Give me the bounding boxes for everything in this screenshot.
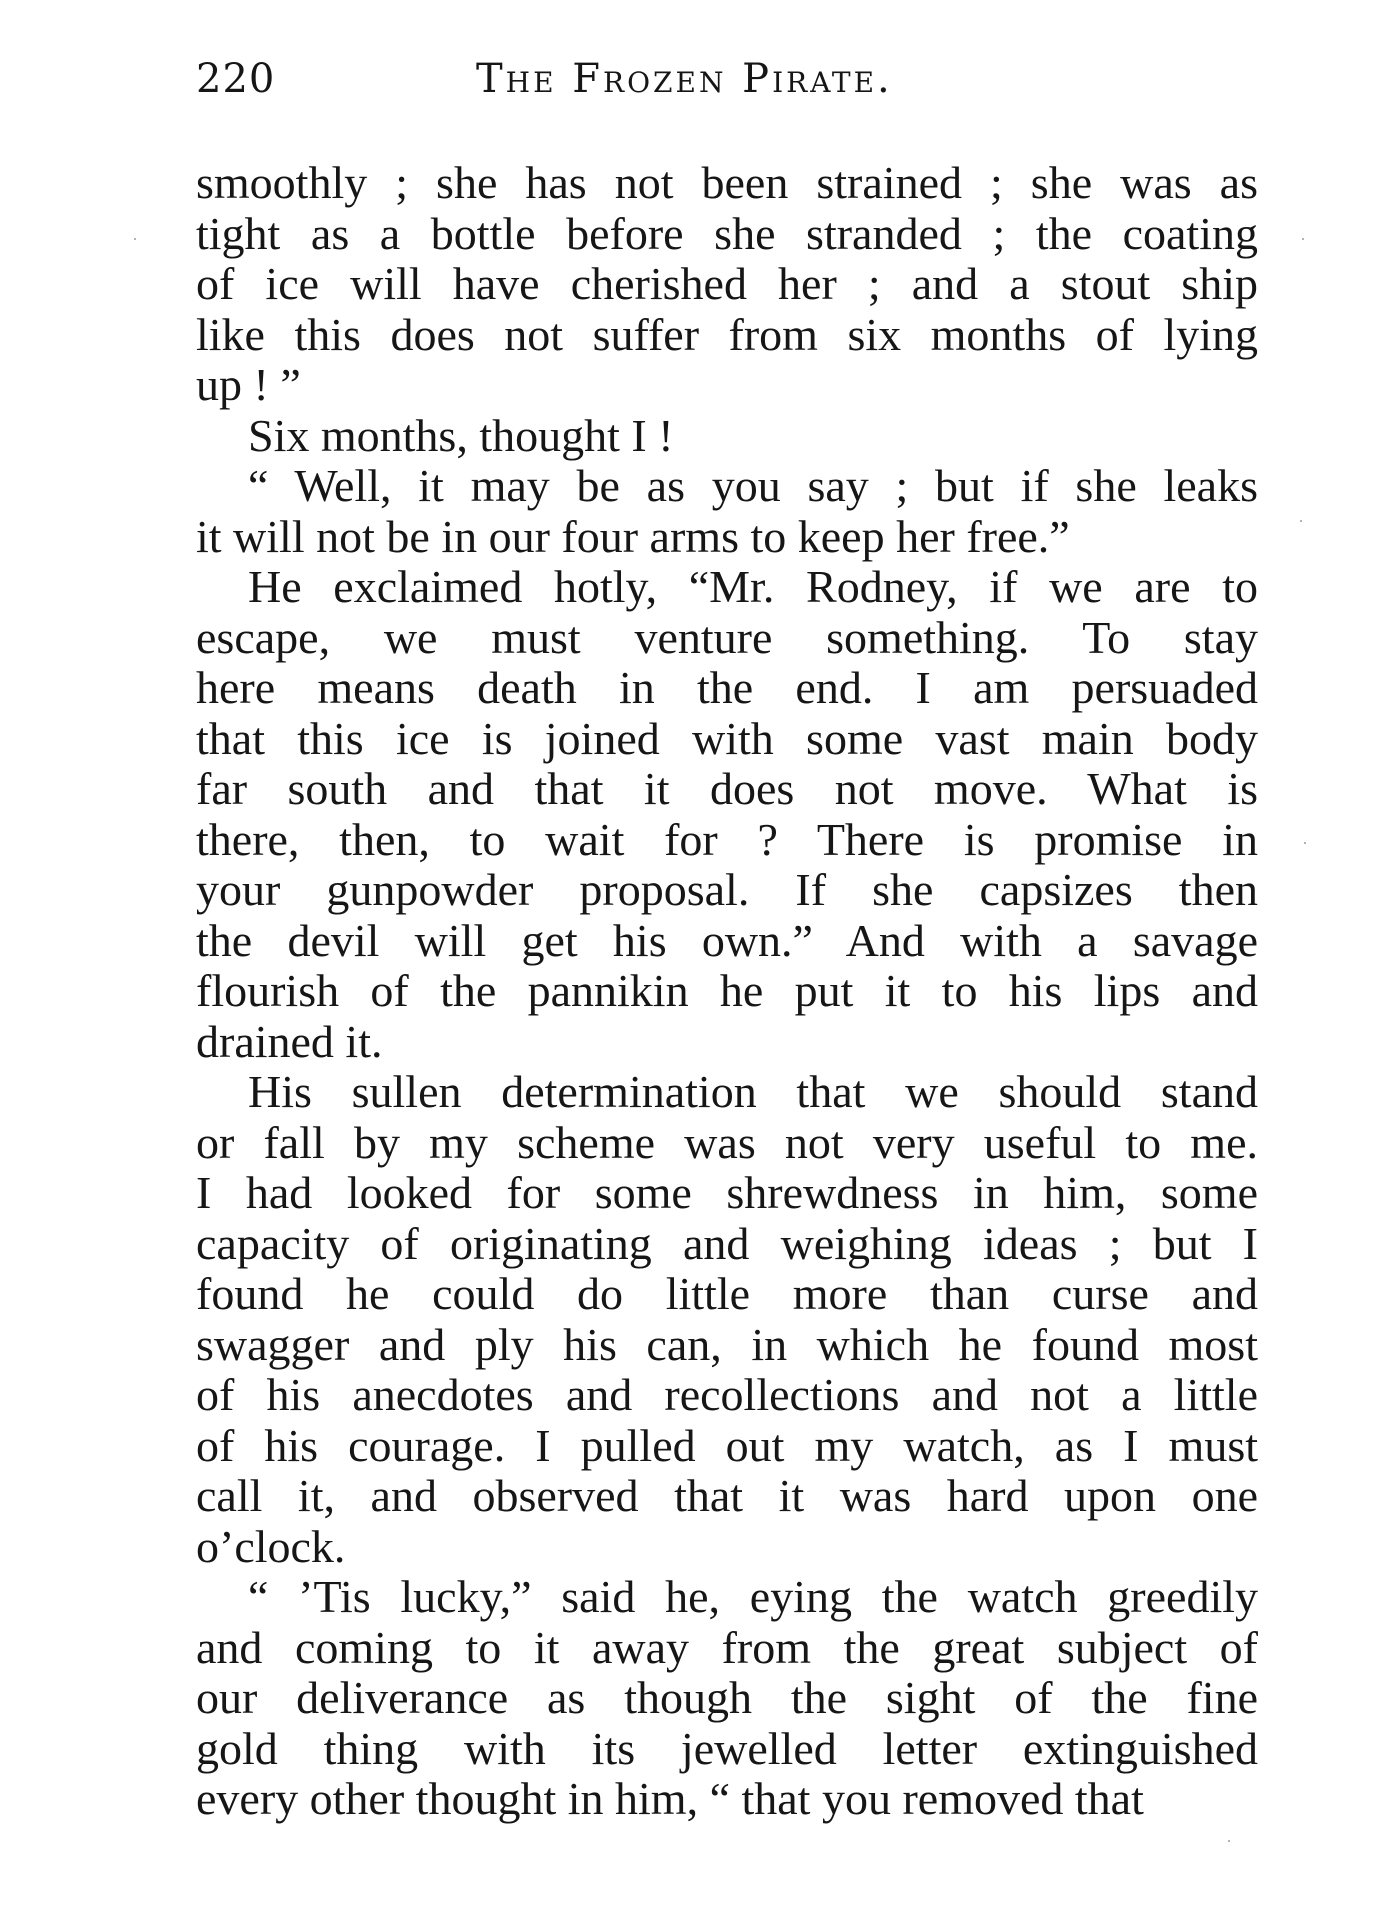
text-line: drained it.: [196, 1016, 383, 1067]
text-line: gold thing with its jewelled letter extinguished: [196, 1723, 1258, 1774]
text-line: here means death in the end. I am persuaded: [196, 663, 1258, 713]
scan-speck: [1302, 238, 1304, 240]
text-line: “ Well, it may be as you say ; but if she leaks: [248, 461, 1258, 511]
paragraph: [196, 158, 1258, 411]
scan-speck: [1300, 520, 1302, 522]
body-text: [196, 158, 1258, 1825]
text-line: of his anecdotes and recollections and not a little: [196, 1370, 1258, 1420]
text-line: your gunpowder proposal. If she capsizes then: [196, 865, 1258, 915]
text-line: smoothly ; she has not been strained ; she was as: [196, 158, 1258, 208]
text-line: there, then, to wait for ? There is promise in: [196, 814, 1258, 865]
text-line: that this ice is joined with some vast main body: [196, 713, 1258, 764]
text-line: found he could do little more than curse and: [196, 1269, 1258, 1319]
text-line: flourish of the pannikin he put it to his lips and: [196, 966, 1258, 1016]
page-header: [196, 56, 1256, 116]
text-line: “ ’Tis lucky,” said he, eying the watch greedily: [248, 1572, 1258, 1622]
page-number: 220: [196, 56, 276, 102]
text-line: Six months, thought I !: [248, 410, 674, 461]
running-title: The Frozen Pirate.: [476, 56, 893, 102]
text-line: tight as a bottle before she stranded ; the coating: [196, 208, 1258, 259]
text-line: I had looked for some shrewdness in him, some: [196, 1168, 1258, 1218]
scan-speck: [1228, 1840, 1230, 1842]
text-line: call it, and observed that it was hard upon one: [196, 1471, 1258, 1521]
scan-speck: [134, 238, 136, 240]
scan-speck: [1304, 842, 1306, 844]
text-line: far south and that it does not move. What is: [196, 764, 1258, 814]
text-line: and coming to it away from the great subject of: [196, 1622, 1258, 1673]
text-line: our deliverance as though the sight of the fine: [196, 1673, 1258, 1723]
text-line: like this does not suffer from six months of lying: [196, 309, 1258, 360]
paragraph: [196, 461, 1258, 562]
text-line: every other thought in him, “ that you removed that: [196, 1774, 1144, 1824]
text-line: swagger and ply his can, in which he found most: [196, 1319, 1258, 1370]
text-line: escape, we must venture something. To stay: [196, 612, 1258, 663]
paragraph: [196, 411, 1258, 462]
text-line: His sullen determination that we should stand: [248, 1067, 1258, 1117]
text-line: of ice will have cherished her ; and a stout ship: [196, 259, 1258, 309]
text-line: of his courage. I pulled out my watch, as I must: [196, 1420, 1258, 1471]
paragraph: [196, 1572, 1258, 1825]
paragraph: [196, 562, 1258, 1067]
paragraph: [196, 1067, 1258, 1572]
text-line: or fall by my scheme was not very useful to me.: [196, 1117, 1258, 1168]
text-line: He exclaimed hotly, “Mr. Rodney, if we are to: [248, 562, 1258, 612]
text-line: it will not be in our four arms to keep her free.”: [196, 511, 1070, 562]
text-line: capacity of originating and weighing ideas ; but I: [196, 1218, 1258, 1269]
text-line: o’clock.: [196, 1521, 346, 1572]
text-line: the devil will get his own.” And with a savage: [196, 915, 1258, 966]
text-line: up ! ”: [196, 360, 301, 410]
